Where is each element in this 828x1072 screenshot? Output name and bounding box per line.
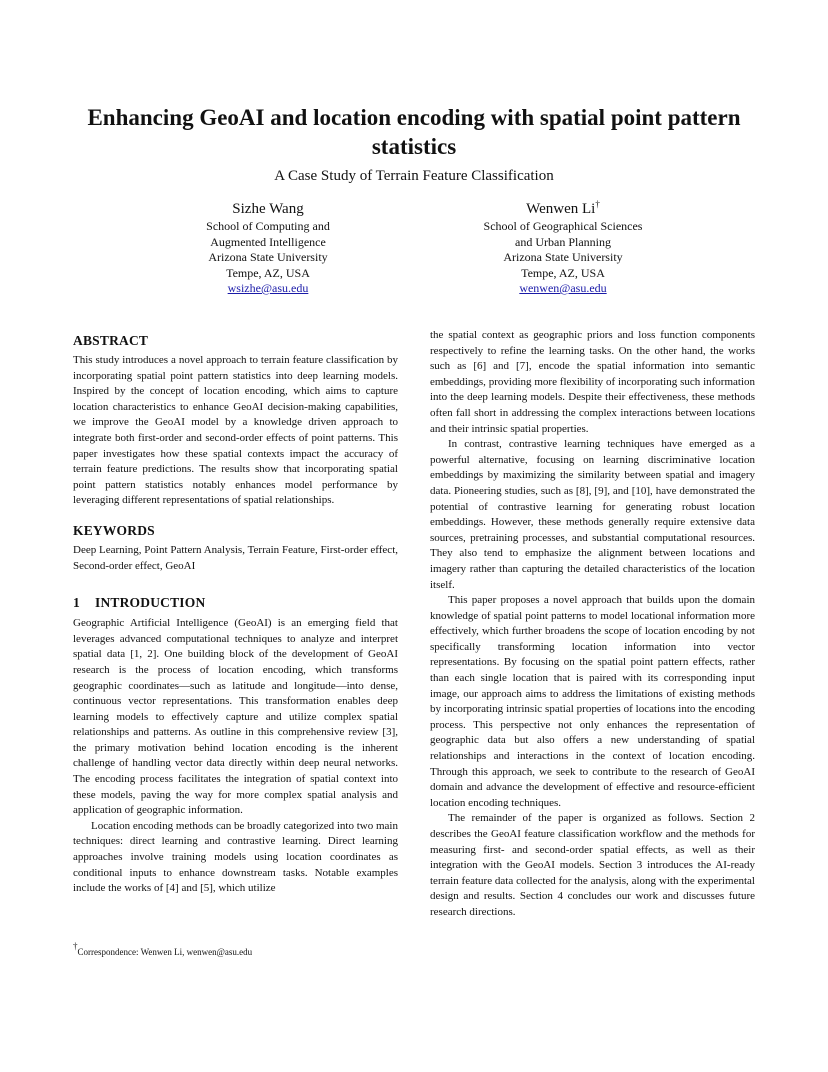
- author-block-1: [148, 199, 388, 297]
- author-name: [443, 199, 683, 219]
- author-affiliation-line: Arizona State University: [208, 250, 328, 264]
- abstract-text: This study introduces a novel approach to terrain feature classification by incorporating spatial point pattern statistics into deep learning models. Inspired by the concept of location encoding, which aims to capture location characteristics to enhance GeoAI decision-making capabilities, we improve the GeoAI model by a knowledge driven approach to integrate both first-order and second-order effects of point patterns. This paper investigates how these spatial contexts impact the accuracy of terrain feature predictions. The results show that incorporating spatial point pattern statistics notably enhances model performance by leveraging different representations of spatial relationships.: [73, 354, 398, 507]
- body-paragraph: In contrast, contrastive learning techniques have emerged as a powerful alternative, focusing on learning discriminative location embeddings by maximizing the similarity between spatial and imagery data. Pioneering studies, such as [8], [9], and [10], have demonstrated the potential of contrastive learning for generating robust location embeddings. However, these methods generally require extensive data sources, pretraining processes, and substantial computational resources. They also tend to emphasize the alignment between locations and imagery rather than capturing the detailed characteristics of the location itself.: [430, 438, 755, 591]
- body-paragraph: the spatial context as geographic priors and loss function components respectively to refine the learning tasks. On the other hand, the works such as [6] and [7], encode the spatial information into semantic embeddings, providing more flexibility of incorporating such information into the deep learning models. Despite their effectiveness, these methods often fall short in addressing the complex interactions between locations and their intrinsic spatial properties.: [430, 329, 755, 435]
- right-column: [430, 328, 755, 921]
- author-name-text: Wenwen Li: [526, 201, 596, 217]
- author-name-text: Sizhe Wang: [232, 201, 304, 217]
- dagger-marker: †: [595, 199, 600, 209]
- author-block-2: [443, 199, 683, 297]
- author-affiliation-line: Tempe, AZ, USA: [226, 265, 310, 280]
- author-name: [148, 199, 388, 219]
- introduction-heading: [73, 594, 398, 612]
- left-column: [73, 328, 398, 897]
- dagger-marker: †: [73, 941, 78, 951]
- paper-title: Enhancing GeoAI and location encoding with spatial point pattern statistics: [87, 105, 741, 159]
- body-paragraph: This paper proposes a novel approach that builds upon the domain knowledge of spatial point patterns to model locational information more effectively, which further broadens the scope of location encoding by not specifically transforming location information into vector representations. By focusing on the spatial point pattern effects, rather than each single location that is paired with its corresponding input image, our approach aims to address the limitations of existing methods by incorporating intrinsic spatial properties of locations into the encoding process. This perspective not only enhances the representation of geographic data but also offers a new understanding of spatial relationships and interactions in the context of location encoding. Through this approach, we seek to contribute to the research of GeoAI domain and advance the development of effective and resource-efficient location encoding techniques.: [430, 594, 755, 809]
- author-affiliation-line: School of Geographical Sciences: [483, 219, 643, 233]
- section-number: 1: [73, 595, 80, 611]
- author-affiliation-line: and Urban Planning: [515, 234, 611, 249]
- author-email-link[interactable]: wenwen@asu.edu: [519, 281, 607, 295]
- paper-subtitle: A Case Study of Terrain Feature Classification: [274, 168, 554, 184]
- author-affiliation-line: School of Computing and: [206, 219, 330, 233]
- author-affiliation-line: Tempe, AZ, USA: [521, 265, 605, 280]
- footnote-text: Correspondence: Wenwen Li, wenwen@asu.edu: [77, 947, 253, 957]
- footnote: [73, 941, 253, 958]
- keywords-heading: KEYWORDS: [73, 522, 155, 538]
- section-title: INTRODUCTION: [95, 595, 206, 611]
- abstract-heading: ABSTRACT: [73, 333, 149, 348]
- body-paragraph: Geographic Artificial Intelligence (GeoAI) is an emerging field that leverages advanced computational techniques to analyze and interpret spatial data [1, 2]. One building block of the development of GeoAI research is the process of location encoding, which transforms geographic coordinates—such as latitude and longitude—into dense, continuous vector representations. This transformation enables deep learning models to effectively capture and utilize complex spatial relationships and patterns. As outline in this comprehensive review [3], the primary motivation behind location encoding is the inherent challenge of handling vector data directly within deep neural networks. The encoding process facilitates the integration of spatial context into these models, paving the way for more complex spatial analysis and application of geographic information.: [73, 617, 398, 817]
- body-paragraph: The remainder of the paper is organized as follows. Section 2 describes the GeoAI feature classification workflow and the methods for measuring first- and second-order spatial effects, as well as their integration with the GeoAI models. Section 3 introduces the AI-ready terrain feature data collected for the analysis, along with the experimental design and results. Section 4 concludes our work and discusses future research directions.: [430, 812, 755, 918]
- author-affiliation-line: Augmented Intelligence: [210, 234, 326, 249]
- author-email-link[interactable]: wsizhe@asu.edu: [227, 281, 309, 295]
- body-paragraph: Location encoding methods can be broadly categorized into two main techniques: direct learning and contrastive learning. Direct learning approaches involve training models using location coordinates as conditional inputs to enhance downstream tasks. Notable examples include the works of [4] and [5], which utilize: [73, 819, 398, 895]
- keywords-text: Deep Learning, Point Pattern Analysis, Terrain Feature, First-order effect, Second-order effect, GeoAI: [73, 543, 398, 572]
- author-affiliation-line: Arizona State University: [503, 250, 623, 264]
